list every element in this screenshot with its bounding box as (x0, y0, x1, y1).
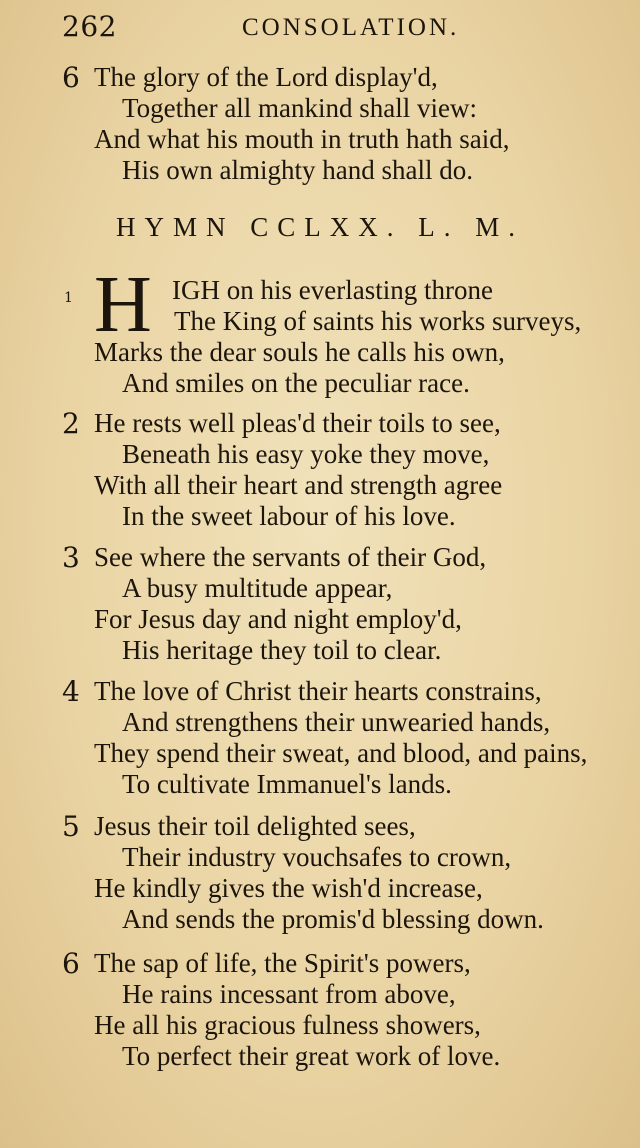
verse-line: The love of Christ their hearts constrains, (94, 676, 542, 706)
verse-number: 6 (62, 947, 80, 980)
verse-line: The sap of life, the Spirit's powers, (94, 948, 471, 978)
verse-number: 5 (62, 810, 80, 843)
page-header (62, 8, 620, 48)
drop-cap: H (94, 261, 152, 349)
hymn-verse-2 (62, 408, 632, 532)
verse-line: A busy multitude appear, (122, 573, 393, 603)
verse-line: With all their heart and strength agree (94, 470, 503, 500)
verse-line: His heritage they toil to clear. (122, 635, 442, 665)
previous-hymn-verse-6 (62, 62, 632, 186)
verse-line: To cultivate Immanuel's lands. (122, 769, 452, 799)
running-head: CONSOLATION. (242, 14, 460, 41)
hymn-verse-6 (62, 948, 632, 1072)
verse-line: He rains incessant from above, (122, 979, 456, 1009)
verse-line: And what his mouth in truth hath said, (94, 124, 510, 154)
verse-line: To perfect their great work of love. (122, 1041, 501, 1071)
verse-line: See where the servants of their God, (94, 542, 487, 572)
verse-line: The King of saints his works surveys, (174, 306, 582, 336)
verse-line: And sends the promis'd blessing down. (122, 904, 544, 934)
verse-line: For Jesus day and night employ'd, (94, 604, 462, 634)
verse-line: IGH on his everlasting throne (172, 275, 493, 305)
verse-line: They spend their sweat, and blood, and pains, (94, 738, 588, 768)
verse-line: And smiles on the peculiar race. (122, 368, 470, 398)
verse-line: The glory of the Lord display'd, (94, 62, 438, 92)
verse-line: Their industry vouchsafes to crown, (122, 842, 512, 872)
verse-number: 3 (62, 541, 80, 574)
verse-number: 4 (62, 675, 80, 708)
page-number: 262 (62, 10, 117, 43)
verse-line: He all his gracious fulness showers, (94, 1010, 481, 1040)
hymn-title: HYMN CCLXX. L. M. (115, 212, 524, 242)
verse-number: 6 (62, 61, 80, 94)
verse-number: 2 (62, 407, 80, 440)
verse-line: In the sweet labour of his love. (122, 501, 456, 531)
verse-line: Marks the dear souls he calls his own, (94, 337, 505, 367)
verse-line: He rests well pleas'd their toils to see, (94, 408, 501, 438)
hymn-verse-5 (62, 811, 632, 935)
hymn-verse-3 (62, 542, 632, 666)
verse-line: And strengthens their unwearied hands, (122, 707, 551, 737)
verse-line: Jesus their toil delighted sees, (94, 811, 416, 841)
verse-line: He kindly gives the wish'd increase, (94, 873, 483, 903)
verse-line: Together all mankind shall view: (122, 93, 478, 123)
hymn-verse-4 (62, 676, 632, 800)
verse-number: 1 (64, 290, 73, 306)
hymn-verse-1 (62, 261, 632, 399)
verse-line: Beneath his easy yoke they move, (122, 439, 490, 469)
verse-line: His own almighty hand shall do. (122, 155, 473, 185)
